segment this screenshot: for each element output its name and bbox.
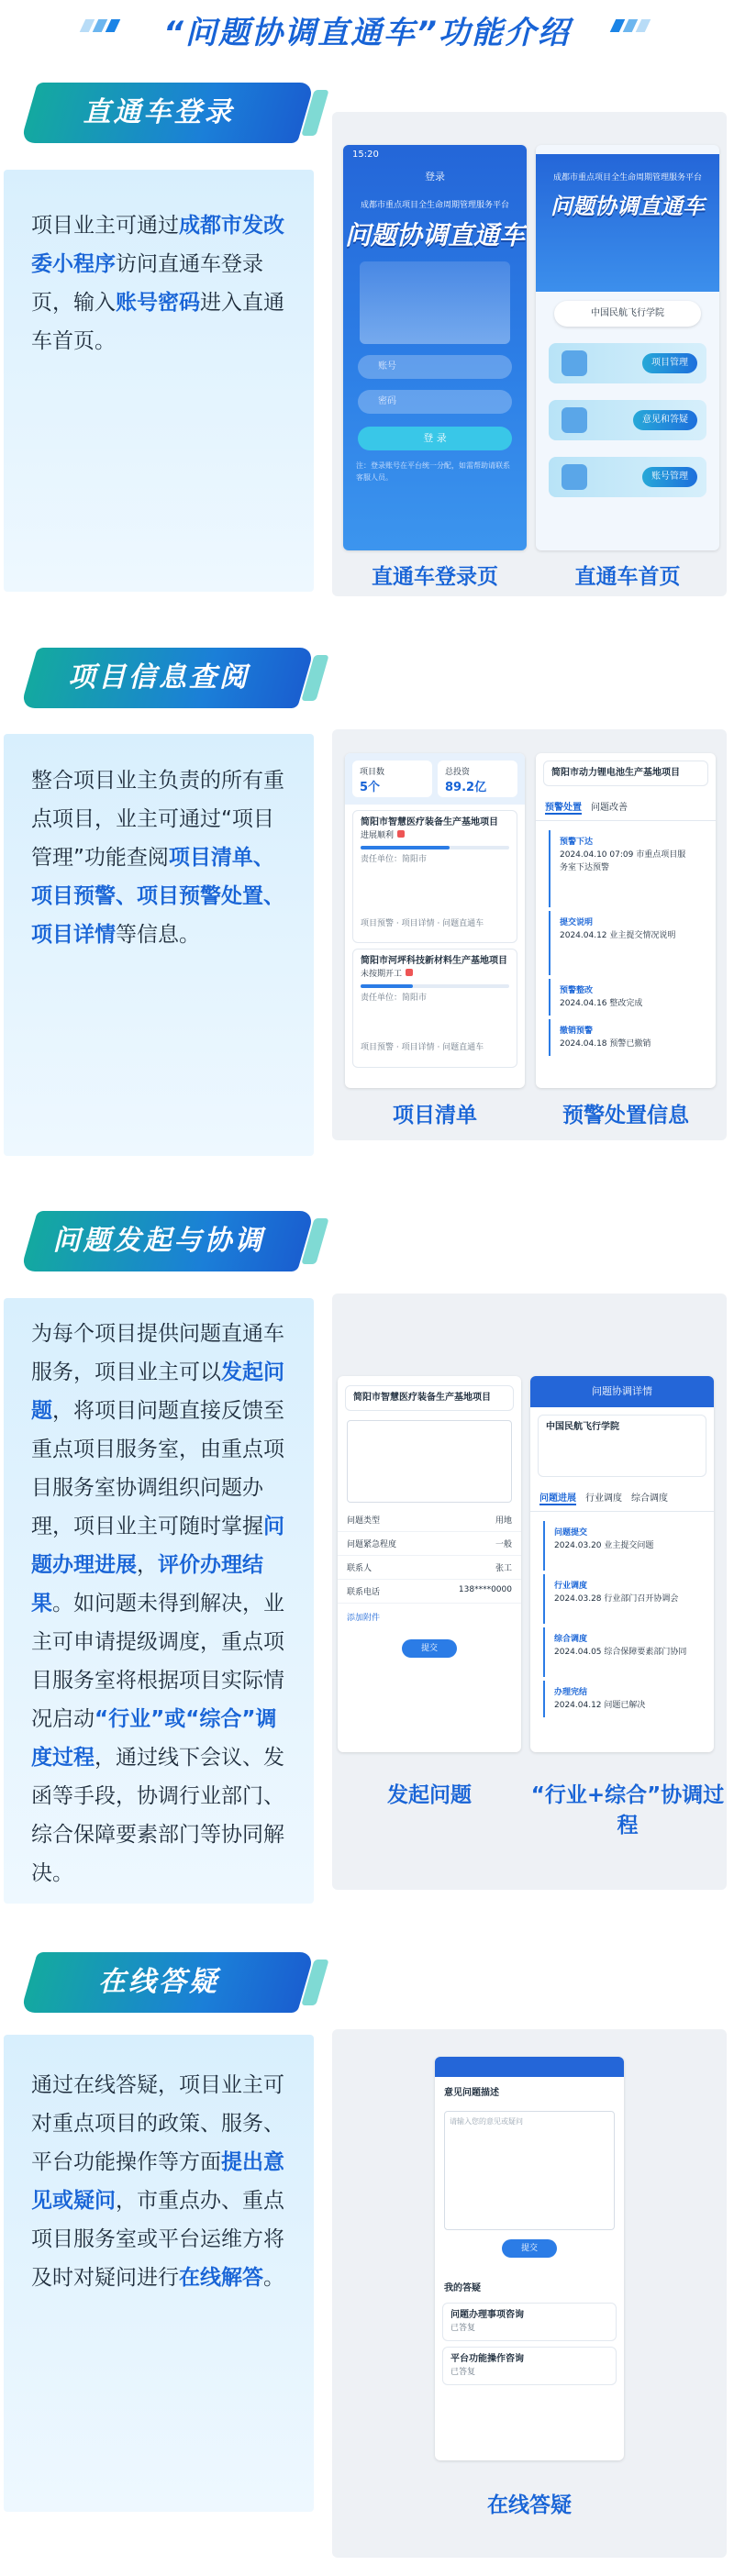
login-button[interactable]: 登 录 — [358, 427, 512, 450]
brand-subtitle: 成都市重点项目全生命周期管理服务平台 — [552, 173, 702, 183]
password-field[interactable]: 密码 — [358, 390, 512, 414]
panel-info-screens — [332, 729, 727, 1140]
chat-icon — [562, 407, 587, 433]
timeline-text: 2024.03.28 行业部门召开协调会 — [554, 1594, 679, 1604]
desc-highlight: 发起问题 — [31, 1360, 284, 1423]
city-illustration — [360, 261, 510, 344]
heading-text: 项目信息查阅 — [68, 661, 250, 694]
project-title: 简阳市河坪科技新材料生产基地项目 — [361, 956, 507, 966]
desc-text: ， — [137, 1553, 158, 1577]
desc-text: 为每个项目提供问题直通车服务，项目业主可以 — [31, 1322, 284, 1384]
desc-info — [4, 734, 314, 1156]
timeline-item — [543, 1521, 701, 1571]
timeline-head: 预警整改 — [560, 986, 594, 995]
qa-item[interactable] — [442, 2303, 617, 2341]
project-status — [361, 968, 509, 981]
brand-title: 问题协调直通车 — [550, 194, 705, 219]
timeline-head: 提交说明 — [560, 918, 594, 927]
project-owner: 责任单位：简阳市 — [361, 994, 428, 1003]
warning-tabs — [536, 794, 716, 821]
timeline-head: 行业调度 — [554, 1582, 588, 1591]
warning-flag-icon — [406, 969, 413, 976]
timeline-item — [543, 1627, 701, 1677]
menu-feedback-qa[interactable] — [549, 400, 706, 440]
form-row[interactable] — [338, 1532, 521, 1556]
qa-header: 意见问题描述 — [444, 2088, 499, 2098]
form-row[interactable] — [338, 1556, 521, 1580]
stat-label: 总投资 — [445, 768, 471, 777]
org-name: 中国民航飞行学院 — [546, 1422, 619, 1432]
form-row[interactable] — [338, 1580, 521, 1604]
menu-label: 项目管理 — [642, 353, 697, 373]
desc-highlight: 账号密码 — [116, 291, 200, 315]
screenshot-project-list — [345, 753, 525, 1088]
desc-highlight: 问题办理进展 — [31, 1515, 284, 1577]
progress-bar — [361, 984, 509, 988]
form-row[interactable] — [338, 1508, 521, 1532]
menu-account[interactable] — [549, 457, 706, 497]
form-label: 问题类型 — [347, 1516, 381, 1526]
caption-login-page: 直通车登录页 — [372, 565, 498, 589]
stat-value: 89.2亿 — [445, 781, 487, 794]
nav-title: 登录 — [425, 171, 445, 183]
desc-text: 访问直通车登录页，输入 — [31, 252, 263, 315]
add-attachment-link[interactable]: 添加附件 — [347, 1614, 381, 1623]
project-card[interactable] — [352, 810, 517, 943]
status-bar: 15:20 — [352, 150, 379, 160]
menu-label: 意见和答疑 — [633, 410, 697, 430]
form-value: 张工 — [495, 1564, 512, 1573]
desc-highlight: 成都市发改委小程序 — [31, 214, 284, 276]
page-header — [0, 0, 734, 66]
caption-coordination: “行业+综合”协调过程 — [530, 1783, 725, 1838]
form-value: 用地 — [495, 1516, 512, 1526]
org-name: 中国民航飞行学院 — [554, 301, 701, 327]
form-label: 问题紧急程度 — [347, 1540, 397, 1549]
timeline-item — [543, 1681, 701, 1717]
caption-warning-handling: 预警处置信息 — [562, 1104, 689, 1127]
timeline-item — [543, 1574, 701, 1624]
desc-login — [4, 170, 314, 592]
desc-text: 通过在线答疑，项目业主可对重点项目的政策、服务、平台功能操作等方面 — [31, 2073, 284, 2174]
timeline-item — [549, 830, 703, 907]
user-icon — [562, 464, 587, 490]
screenshot-home-page — [536, 145, 719, 550]
qa-question: 平台功能操作咨询 — [450, 2354, 524, 2364]
qa-top-bar — [435, 2057, 624, 2077]
desc-text: ，通过线下会议、发函等手段，协调行业部门、综合保障要素部门等协同解决。 — [31, 1746, 284, 1885]
timeline-head: 预警下达 — [560, 838, 594, 847]
form-value: 138****0000 — [458, 1585, 512, 1594]
desc-issue — [4, 1298, 314, 1904]
panel-login-screens — [332, 112, 727, 596]
qa-input[interactable]: 请输入您的意见或疑问 — [444, 2111, 615, 2230]
qa-item[interactable] — [442, 2347, 617, 2385]
project-card[interactable] — [352, 949, 517, 1068]
timeline-item — [549, 979, 703, 1016]
my-qa-title: 我的答疑 — [444, 2283, 481, 2293]
timeline-text: 2024.04.10 07:09 市重点项目服务室下达预警 — [560, 850, 686, 872]
tab-issue-improvement[interactable]: 问题改善 — [591, 803, 628, 813]
heading-text: 在线答疑 — [98, 1966, 219, 1998]
home-banner — [536, 154, 719, 292]
screenshot-coordination — [530, 1376, 714, 1752]
issue-project-title — [345, 1385, 514, 1411]
progress-bar — [361, 846, 509, 849]
brand-title: 问题协调直通车 — [344, 220, 525, 250]
project-status — [361, 829, 509, 842]
stat-value: 5个 — [360, 781, 381, 794]
stats-row — [345, 753, 525, 805]
status-text: 未按期开工 — [361, 970, 403, 979]
tab-industry[interactable]: 行业调度 — [585, 1493, 622, 1504]
qa-question: 问题办理事项咨询 — [450, 2310, 524, 2320]
warning-flag-icon — [397, 830, 405, 838]
desc-qa — [4, 2035, 314, 2512]
desc-text: 。 — [263, 2266, 284, 2290]
page-title: “问题协调直通车”功能介绍 — [163, 15, 571, 51]
timeline-item — [549, 1019, 703, 1056]
timeline-text: 2024.04.12 业主提交情况说明 — [560, 931, 676, 940]
panel-qa-screens — [332, 2029, 727, 2558]
screenshot-raise-issue — [338, 1376, 521, 1752]
desc-text: ，将项目问题直接反馈至重点项目服务室，由重点项目服务室协调组织问题办理，项目业主可随时掌握 — [31, 1399, 284, 1538]
menu-label: 账号管理 — [642, 467, 697, 487]
stat-label: 项目数 — [360, 768, 385, 777]
caption-online-qa: 在线答疑 — [487, 2493, 572, 2517]
project-title: 简阳市智慧医疗装备生产基地项目 — [353, 1393, 491, 1403]
status-text: 进展顺利 — [361, 831, 395, 840]
screenshot-online-qa — [435, 2057, 624, 2460]
desc-highlight: 在线解答 — [179, 2266, 263, 2290]
warning-project-title — [543, 761, 708, 786]
timeline-head: 撤销预警 — [560, 1027, 594, 1036]
desc-text: 项目业主可通过 — [31, 214, 179, 238]
timeline-head: 综合调度 — [554, 1635, 588, 1644]
stat-investment — [438, 761, 517, 797]
username-field[interactable]: 账号 — [358, 355, 512, 379]
desc-highlight: 提出意见或疑问 — [31, 2150, 284, 2213]
desc-highlight: “行业”或“综合”调度过程 — [31, 1707, 277, 1770]
desc-text: 整合项目业主负责的所有重点项目，业主可通过“项目管理”功能查阅 — [31, 769, 284, 870]
stat-project-count — [352, 761, 432, 797]
timeline-item — [549, 911, 703, 975]
timeline-text: 2024.04.16 整改完成 — [560, 999, 643, 1008]
folder-icon — [562, 350, 587, 376]
login-note: 注：登录账号在平台统一分配，如需帮助请联系客服人员。 — [356, 461, 510, 482]
project-actions[interactable]: 项目预警 · 项目详情 · 问题直通车 — [361, 919, 484, 928]
form-label: 联系人 — [347, 1564, 373, 1573]
menu-project-management[interactable] — [549, 343, 706, 383]
coord-org — [538, 1415, 706, 1477]
qa-submit-button[interactable]: 提交 — [502, 2239, 557, 2258]
desc-highlight: 评价办理结果 — [31, 1553, 263, 1616]
caption-home-page: 直通车首页 — [574, 565, 681, 589]
brand-subtitle: 成都市重点项目全生命周期管理服务平台 — [360, 201, 509, 210]
desc-text: 进入直通车首页。 — [31, 291, 284, 353]
heading-text: 直通车登录 — [83, 96, 235, 128]
submit-button[interactable]: 提交 — [402, 1639, 457, 1658]
form-value: 一般 — [495, 1540, 512, 1549]
project-title: 简阳市智慧医疗装备生产基地项目 — [361, 817, 498, 827]
desc-text: 。如问题未得到解决，业主可申请提级调度，重点项目服务室将根据项目实际情况启动 — [31, 1592, 284, 1731]
timeline-text: 2024.04.05 综合保障要素部门协同 — [554, 1648, 687, 1657]
qa-status: 已答复 — [450, 2368, 476, 2377]
coord-tabs — [530, 1484, 714, 1512]
section-heading-qa — [20, 1952, 297, 2013]
heading-text: 问题发起与协调 — [52, 1225, 265, 1257]
caption-raise-issue: 发起问题 — [387, 1783, 472, 1807]
timeline-text: 2024.04.12 问题已解决 — [554, 1701, 646, 1710]
caption-project-list: 项目清单 — [393, 1104, 477, 1127]
screenshot-warning-handling — [536, 753, 716, 1088]
title-decoration-right — [613, 18, 651, 31]
desc-highlight: 项目清单、项目预警、项目预警处置、项目详情 — [31, 846, 284, 947]
section-heading-issue — [20, 1211, 297, 1271]
desc-text: 等信息。 — [116, 923, 200, 947]
tab-warning-handling[interactable]: 预警处置 — [545, 799, 582, 815]
coord-header: 问题协调详情 — [530, 1376, 714, 1407]
timeline-head: 办理完结 — [554, 1688, 588, 1697]
qa-status: 已答复 — [450, 2324, 476, 2333]
issue-description-input[interactable] — [347, 1420, 512, 1503]
tab-progress[interactable]: 问题进展 — [539, 1490, 576, 1505]
timeline-head: 问题提交 — [554, 1528, 588, 1538]
project-owner: 责任单位：简阳市 — [361, 855, 428, 864]
screenshot-login-page — [343, 145, 527, 550]
section-heading-info — [20, 648, 297, 708]
section-heading-login — [20, 83, 297, 143]
desc-text: ，市重点办、重点项目服务室或平台运维方将及时对疑问进行 — [31, 2189, 284, 2290]
form-label: 联系电话 — [347, 1588, 381, 1597]
project-title: 简阳市动力锂电池生产基地项目 — [551, 768, 680, 778]
timeline-text: 2024.04.18 预警已撤销 — [560, 1039, 651, 1049]
project-actions[interactable]: 项目预警 · 项目详情 · 问题直通车 — [361, 1043, 484, 1052]
timeline-text: 2024.03.20 业主提交问题 — [554, 1541, 654, 1550]
panel-issue-screens — [332, 1294, 727, 1890]
tab-comprehensive[interactable]: 综合调度 — [631, 1493, 668, 1504]
